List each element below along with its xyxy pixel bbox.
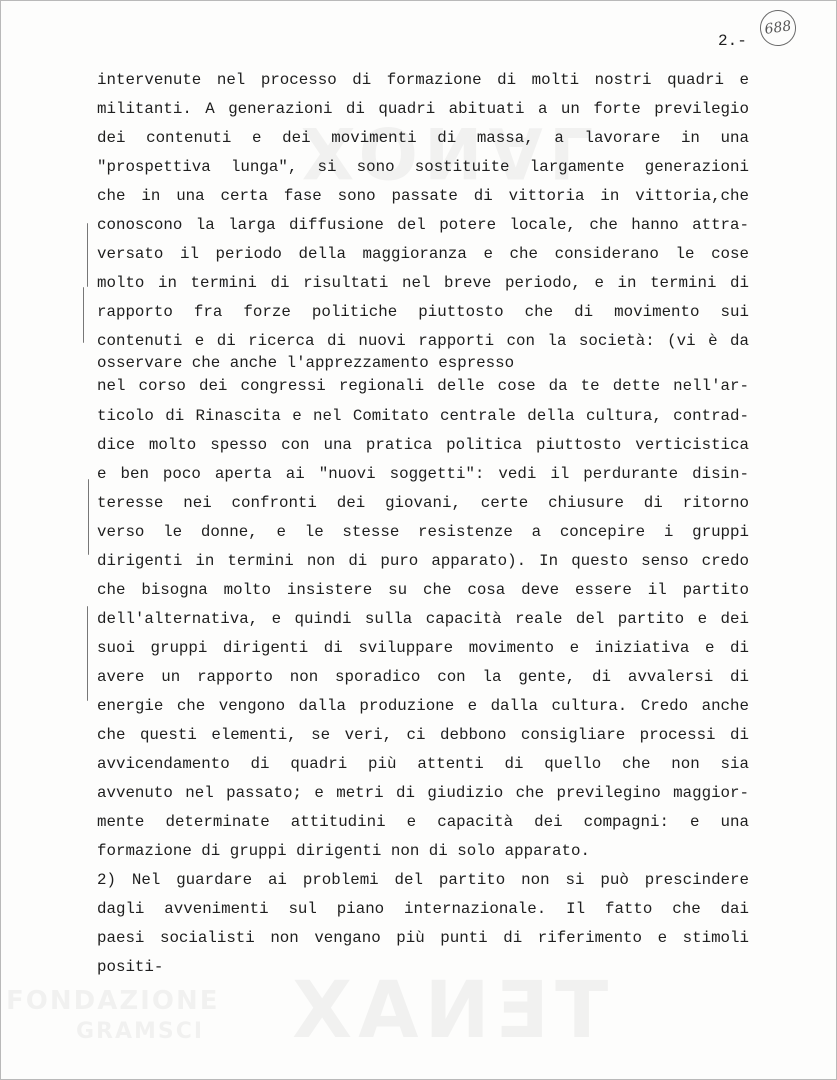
text-line: ticolo di Rinascita e nel Comitato centrale della cultura, contrad- (97, 407, 749, 425)
watermark-foundation-name (6, 986, 219, 1016)
page-number: 2.- (718, 32, 747, 50)
text-line: dei contenuti e dei movimenti di massa, a lavorare in una (97, 129, 749, 147)
watermark-foundation-subname (76, 1019, 204, 1044)
text-line: e ben poco aperta ai "nuovi soggetti": vedi il perdurante disin- (97, 465, 749, 483)
text-line: intervenute nel processo di formazione di molti nostri quadri e (97, 71, 749, 89)
text-line: che questi elementi, se veri, ci debbono consigliare processi di (97, 726, 749, 744)
text-line-inserted: osservare che anche l'apprezzamento espresso (97, 354, 515, 372)
text-line: 2) Nel guardare ai problemi del partito non si può prescindere (97, 871, 749, 889)
archive-stamp-number: 688 (763, 18, 793, 38)
text-line: paesi socialisti non vengano più punti di riferimento e stimoli (97, 929, 749, 947)
text-line: avvicendamento di quadri più attenti di quello che non sia (97, 755, 749, 773)
text-line: militanti. A generazioni di quadri abituati a un forte previlegio (97, 100, 749, 118)
text-line: dirigenti in termini non di puro apparato). In questo senso credo (97, 552, 749, 570)
letter-body (97, 66, 749, 982)
text-line: energie che vengono dalla produzione e dalla cultura. Credo anche (97, 697, 749, 715)
text-line: contenuti e di ricerca di nuovi rapporti con la società: (vi è da (97, 332, 749, 350)
text-line: molto in termini di risultati nel breve periodo, e in termini di (97, 274, 749, 292)
text-line: che bisogna molto insistere su che cosa deve essere il partito (97, 581, 749, 599)
text-line: nel corso dei congressi regionali delle cose da te dette nell'ar- (97, 377, 749, 395)
margin-bracket-mark (88, 479, 89, 555)
text-line: dell'alternativa, e quindi sulla capacità reale del partito e dei (97, 610, 749, 628)
text-line: avere un rapporto non sporadico con la gente, di avvalersi di (97, 668, 749, 686)
text-line: rapporto fra forze politiche piuttosto che di movimento sui (97, 303, 749, 321)
text-line: suoi gruppi dirigenti di sviluppare movimento e iniziativa e di (97, 639, 749, 657)
text-line: verso le donne, e le stesse resistenze a concepire i gruppi (97, 523, 749, 541)
text-line: teresse nei confronti dei giovani, certe chiusure di ritorno (97, 494, 749, 512)
text-line: avvenuto nel passato; e metri di giudizio che previlegino maggior- (97, 784, 749, 802)
margin-bracket-mark (83, 287, 84, 343)
margin-bracket-mark (87, 223, 88, 287)
text-line: positi- (97, 958, 164, 976)
text-line: dagli avvenimenti sul piano internazionale. Il fatto che dai (97, 900, 749, 918)
text-line: formazione di gruppi dirigenti non di solo apparato. (97, 842, 590, 860)
text-line: mente determinate attitudini e capacità dei compagni: e una (97, 813, 749, 831)
text-line: conoscono la larga diffusione del potere locale, che hanno attra- (97, 216, 749, 234)
archive-stamp (758, 8, 799, 49)
text-line: dice molto spesso con una pratica politica piuttosto verticistica (97, 436, 749, 454)
margin-bracket-mark (87, 606, 88, 701)
text-line: che in una certa fase sono passate di vittoria in vittoria,che (97, 187, 749, 205)
text-line: versato il periodo della maggioranza e che considerano le cose (97, 245, 749, 263)
text-line: "prospettiva lunga", si sono sostituite largamente generazioni (97, 158, 749, 176)
